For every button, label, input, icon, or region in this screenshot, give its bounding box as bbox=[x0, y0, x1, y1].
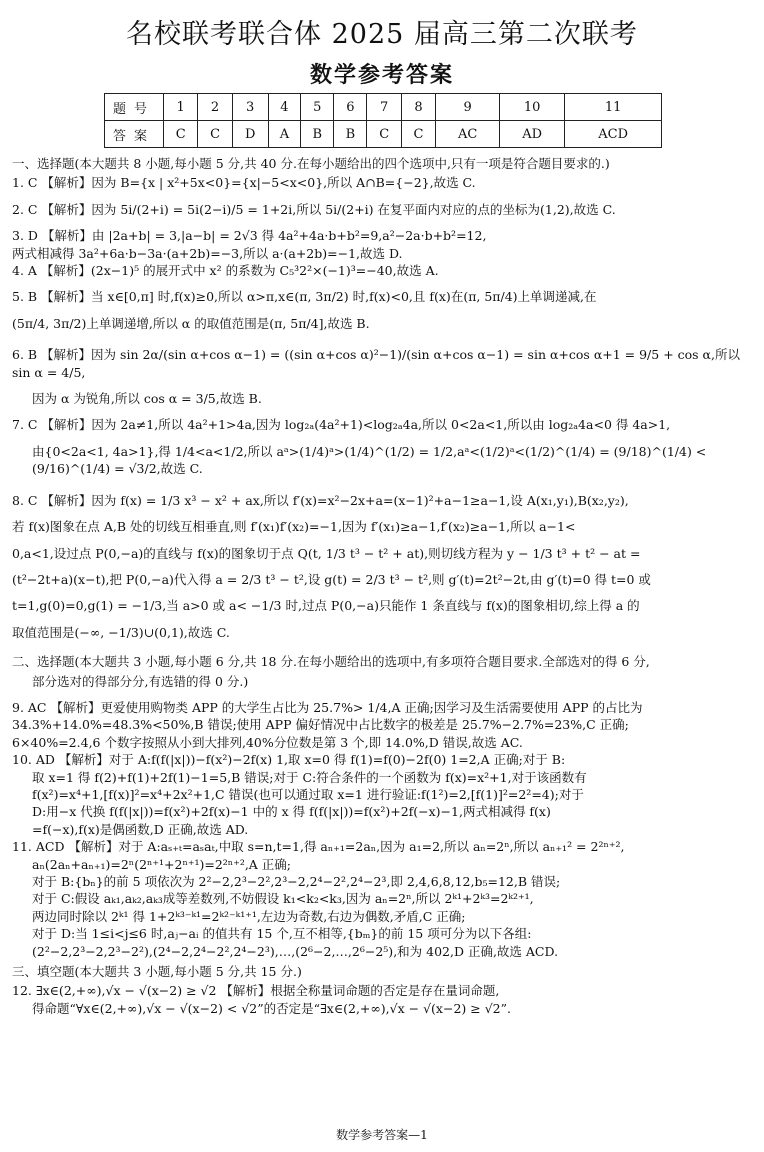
solution-10-cont: f(x²)=x⁴+1,[f(x)]²=x⁴+2x²+1,C 错误(也可以通过取 x=1 进行验证:f(1²)=2,[f(1)]²=2²=4);对于 bbox=[32, 786, 584, 802]
answer-cell: C bbox=[401, 121, 435, 148]
solutions-body bbox=[12, 152, 754, 1017]
question-number: 8 bbox=[401, 94, 435, 121]
solution-8-cont: 0,a<1,设过点 P(0,−a)的直线与 f(x)的图象切于点 Q(t, 1/3 t³ − t² + at),则切线方程为 y − 1/3 t³ + t² − at = bbox=[12, 545, 641, 561]
solution-3-cont: 两式相减得 3a²+6a·b−3a·(a+2b)=−3,所以 a·(a+2b)=−1,故选 D. bbox=[12, 245, 403, 261]
solution-2: 2. C 【解析】因为 5i/(2+i) = 5i(2−i)/5 = 1+2i,所以 5i/(2+i) 在复平面内对应的点的坐标为(1,2),故选 C. bbox=[12, 201, 616, 217]
answer-cell: C bbox=[367, 121, 401, 148]
solution-11-cont: aₙ(2aₙ+aₙ₊₁)=2ⁿ(2ⁿ⁺¹+2ⁿ⁺¹)=2²ⁿ⁺²,A 正确; bbox=[32, 856, 292, 872]
answer-table-answer-row bbox=[105, 121, 662, 148]
solution-9-cont: 6×40%=2.4,6 个数字按照从小到大排列,40%分位数是第 3 个,即 14.0%,D 错误,故选 AC. bbox=[12, 734, 523, 750]
solution-7: 7. C 【解析】因为 2a≠1,所以 4a²+1>4a,因为 log₂ₐ(4a²+1)<log₂ₐ4a,所以 0<2a<1,所以由 log₂ₐ4a<0 得 4a>1, bbox=[12, 417, 671, 433]
solution-10-cont: =f(−x),f(x)是偶函数,D 正确,故选 AD. bbox=[32, 821, 249, 837]
solution-1: 1. C 【解析】因为 B={x | x²+5x<0}={x|−5<x<0},所以 A∩B={−2},故选 C. bbox=[12, 175, 476, 191]
answer-cell: B bbox=[334, 121, 367, 148]
section-heading-multi-cont: 部分选对的得部分分,有选错的得 0 分.) bbox=[32, 673, 249, 689]
solution-3: 3. D 【解析】由 |2a+b| = 3,|a−b| = 2√3 得 4a²+4a·b+b²=9,a²−2a·b+b²=12, bbox=[12, 228, 487, 244]
question-number: 4 bbox=[268, 94, 301, 121]
solution-11: 11. ACD 【解析】对于 A:aₛ₊ₜ=aₛaₜ,中取 s=n,t=1,得 aₙ₊₁=2aₙ,因为 a₁=2,所以 aₙ=2ⁿ,所以 aₙ₊₁² = 2²ⁿ⁺², bbox=[12, 839, 625, 855]
question-number: 6 bbox=[334, 94, 367, 121]
solution-10-cont: D:用−x 代换 f(f(|x|))=f(x²)+2f(x)−1 中的 x 得 f(f(|x|))=f(x²)+2f(−x)−1,两式相减得 f(x) bbox=[32, 804, 551, 820]
solution-8-cont: 若 f(x)图象在点 A,B 处的切线互相垂直,则 f′(x₁)f′(x₂)=−1,因为 f′(x₁)≥a−1,f′(x₂)≥a−1,所以 a−1< bbox=[12, 519, 576, 535]
solution-11-cont: 对于 B:{bₙ}的前 5 项依次为 2²−2,2³−2²,2³−2,2⁴−2²,2⁴−2³,即 2,4,6,8,12,b₅=12,B 错误; bbox=[32, 874, 561, 889]
answer-cell: B bbox=[301, 121, 334, 148]
solution-11-cont: 对于 D:当 1≤i<j≤6 时,aⱼ−aᵢ 的值共有 15 个,互不相等,{bₘ}的前 15 项可分为以下各组: bbox=[32, 926, 532, 942]
row-label-number: 题号 bbox=[105, 94, 164, 121]
row-label-answer: 答案 bbox=[105, 121, 164, 148]
question-number: 10 bbox=[500, 94, 565, 121]
solution-6: 6. B 【解析】因为 sin 2α/(sin α+cos α−1) = ((sin α+cos α)²−1)/(sin α+cos α−1) = sin α+cos α+1 = 9/5 + cos α,所以 sin α = 4/5, bbox=[12, 347, 744, 380]
solution-10-cont: 取 x=1 得 f(2)+f(1)+2f(1)−1=5,B 错误;对于 C:符合条件的一个函数为 f(x)=x²+1,对于该函数有 bbox=[32, 769, 587, 785]
page-title: 名校联考联合体 2025 届高三第二次联考 bbox=[126, 19, 638, 50]
solution-11-cont: (2²−2,2³−2,2³−2²),(2⁴−2,2⁴−2²,2⁴−2³),…,(2⁶−2,…,2⁶−2⁵),和为 402,D 正确,故选 ACD. bbox=[32, 943, 559, 959]
answer-cell: C bbox=[164, 121, 198, 148]
page-footer: 数学参考答案—1 bbox=[336, 1128, 428, 1142]
solution-8: 8. C 【解析】因为 f(x) = 1/3 x³ − x² + ax,所以 f′(x)=x²−2x+a=(x−1)²+a−1≥a−1,设 A(x₁,y₁),B(x₂,y₂), bbox=[12, 492, 629, 508]
solution-9-cont: 34.3%+14.0%=48.3%<50%,B 错误;使用 APP 偏好情况中占比数字的极差是 25.7%−2.7%=23%,C 正确; bbox=[12, 717, 629, 733]
question-number: 11 bbox=[565, 94, 662, 121]
solution-12-cont: 得命题“∀x∈(2,+∞),√x − √(x−2) < √2”的否定是“∃x∈(2,+∞),√x − √(x−2) ≥ √2”. bbox=[32, 1000, 511, 1016]
answer-cell: AD bbox=[500, 121, 565, 148]
solution-6-cont: 因为 α 为锐角,所以 cos α = 3/5,故选 B. bbox=[32, 391, 262, 407]
question-number: 5 bbox=[301, 94, 334, 121]
page-subtitle: 数学参考答案 bbox=[309, 62, 454, 88]
solution-5: 5. B 【解析】当 x∈[0,π] 时,f(x)≥0,所以 α>π,x∈(π, 3π/2) 时,f(x)<0,且 f(x)在(π, 5π/4)上单调递减,在 bbox=[12, 289, 597, 305]
answer-cell: AC bbox=[436, 121, 500, 148]
section-heading-fill: 三、填空题(本大题共 3 小题,每小题 5 分,共 15 分.) bbox=[12, 964, 302, 980]
section-heading-multi: 二、选择题(本大题共 3 小题,每小题 6 分,共 18 分.在每小题给出的选项中,有多项符合题目要求.全部选对的得 6 分, bbox=[12, 654, 650, 670]
section-heading-choice: 一、选择题(本大题共 8 小题,每小题 5 分,共 40 分.在每小题给出的四个选项中,只有一项是符合题目要求的.) bbox=[12, 156, 610, 171]
solution-12: 12. ∃x∈(2,+∞),√x − √(x−2) ≥ √2 【解析】根据全称量词命题的否定是存在量词命题, bbox=[12, 983, 500, 999]
answer-cell: ACD bbox=[565, 121, 662, 148]
solution-8-cont: (t²−2t+a)(x−t),把 P(0,−a)代入得 a = 2/3 t³ − t²,设 g(t) = 2/3 t³ − t²,则 g′(t)=2t²−2t,由 g′(t)=0 得 t=0 或 bbox=[12, 571, 651, 587]
solution-7-cont: 由{0<2a<1, 4a>1},得 1/4<a<1/2,所以 aᵃ>(1/4)ᵃ>(1/4)^(1/2) = 1/2,aᵃ<(1/2)ᵃ<(1/2)^(1/4) = (9/18)^(1/4) < (9/16)^(1/4) = √3/2,故选 C. bbox=[32, 443, 711, 477]
answer-cell: D bbox=[232, 121, 268, 148]
solution-4: 4. A 【解析】(2x−1)⁵ 的展开式中 x² 的系数为 C₅³2²×(−1)³=−40,故选 A. bbox=[12, 263, 439, 279]
solution-10: 10. AD 【解析】对于 A:f(f(|x|))−f(x²)−2f(x) 1,取 x=0 得 f(1)=f(0)−2f(0) 1=2,A 正确;对于 B: bbox=[12, 752, 566, 768]
solution-5-cont: (5π/4, 3π/2)上单调递增,所以 α 的取值范围是(π, 5π/4],故选 B. bbox=[12, 315, 370, 331]
answer-table-header-row bbox=[105, 94, 662, 121]
solution-11-cont: 两边同时除以 2ᵏ¹ 得 1+2ᵏ³⁻ᵏ¹=2ᵏ²⁻ᵏ¹⁺¹,左边为奇数,右边为偶数,矛盾,C 正确; bbox=[32, 908, 466, 924]
question-number: 7 bbox=[367, 94, 401, 121]
solution-11-cont: 对于 C:假设 aₖ₁,aₖ₂,aₖ₃成等差数列,不妨假设 k₁<k₂<k₃,因为 aₙ=2ⁿ,所以 2ᵏ¹+2ᵏ³=2ᵏ²⁺¹, bbox=[32, 891, 534, 907]
question-number: 3 bbox=[232, 94, 268, 121]
solution-8-cont: 取值范围是(−∞, −1/3)∪(0,1),故选 C. bbox=[12, 624, 230, 640]
solution-9: 9. AC 【解析】更爱使用购物类 APP 的大学生占比为 25.7%> 1/4,A 正确;因学习及生活需要使用 APP 的占比为 bbox=[12, 699, 643, 715]
solution-8-cont: t=1,g(0)=0,g(1) = −1/3,当 a>0 或 a< −1/3 时,过点 P(0,−a)只能作 1 条直线与 f(x)的图象相切,综上得 a 的 bbox=[12, 598, 640, 614]
question-number: 1 bbox=[164, 94, 198, 121]
answer-cell: C bbox=[198, 121, 232, 148]
answer-table bbox=[104, 93, 662, 148]
answer-cell: A bbox=[268, 121, 301, 148]
question-number: 9 bbox=[436, 94, 500, 121]
question-number: 2 bbox=[198, 94, 232, 121]
